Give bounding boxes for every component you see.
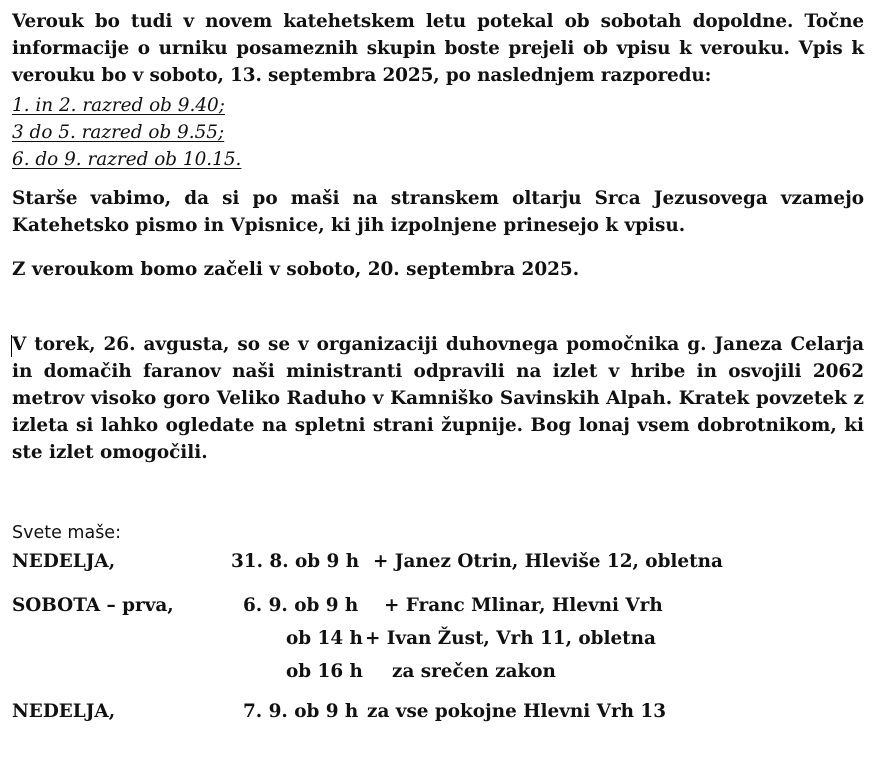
start-paragraph: Z veroukom bomo začeli v soboto, 20. septembra 2025. (12, 259, 580, 280)
parents-paragraph: Starše vabimo, da si po maši na stranskem oltarju Srca Jezusovega vzamejo Katehetsko pismo in Vpisnice, ki jih izpolnjene prinesejo k vpisu. (12, 188, 864, 236)
mass-day: SOBOTA – prva, (12, 595, 174, 616)
trip-paragraph[interactable]: V torek, 26. avgusta, so se v organizaciji duhovnega pomočnika g. Janeza Celarja in domačih faranov naši ministranti odpravili na izlet v hribe in osvojili 2062 metrov visoko goro Veliko Raduho v Kamniško Savinskih Alpah. Kratek povzetek z izleta si lahko ogledate na spletni strani župnije. Bog lonaj vsem dobrotnikom, ki ste izlet omogočili. (12, 334, 864, 463)
mass-intention: + Franc Mlinar, Hlevni Vrh (384, 595, 663, 616)
mass-time: ob 16 h (286, 661, 363, 682)
mass-time: ob 14 h (286, 628, 363, 649)
mass-day: NEDELJA, (12, 551, 116, 572)
mass-time: 6. 9. ob 9 h (243, 595, 359, 616)
mass-intention: za vse pokojne Hlevni Vrh 13 (367, 701, 667, 722)
mass-time: 31. 8. ob 9 h (231, 551, 360, 572)
mass-intention: za srečen zakon (392, 661, 556, 682)
mass-time: 7. 9. ob 9 h (243, 701, 359, 722)
list-item: 3 do 5. razred ob 9.55; (12, 122, 225, 143)
list-item: 1. in 2. razred ob 9.40; (12, 95, 225, 116)
enrollment-schedule-list (12, 92, 241, 173)
masses-heading: Svete maše: (12, 523, 121, 543)
mass-day: NEDELJA, (12, 701, 116, 722)
intro-paragraph: Verouk bo tudi v novem katehetskem letu potekal ob sobotah dopoldne. Točne informacije o urniku posameznih skupin boste prejeli ob vpisu k verouku. Vpis k verouku bo v soboto, 13. septembra 2025, po naslednjem razporedu: (12, 11, 864, 86)
list-item: 6. do 9. razred ob 10.15. (12, 149, 242, 170)
mass-intention: + Ivan Žust, Vrh 11, obletna (365, 628, 656, 649)
mass-intention: + Janez Otrin, Hleviše 12, obletna (373, 551, 723, 572)
